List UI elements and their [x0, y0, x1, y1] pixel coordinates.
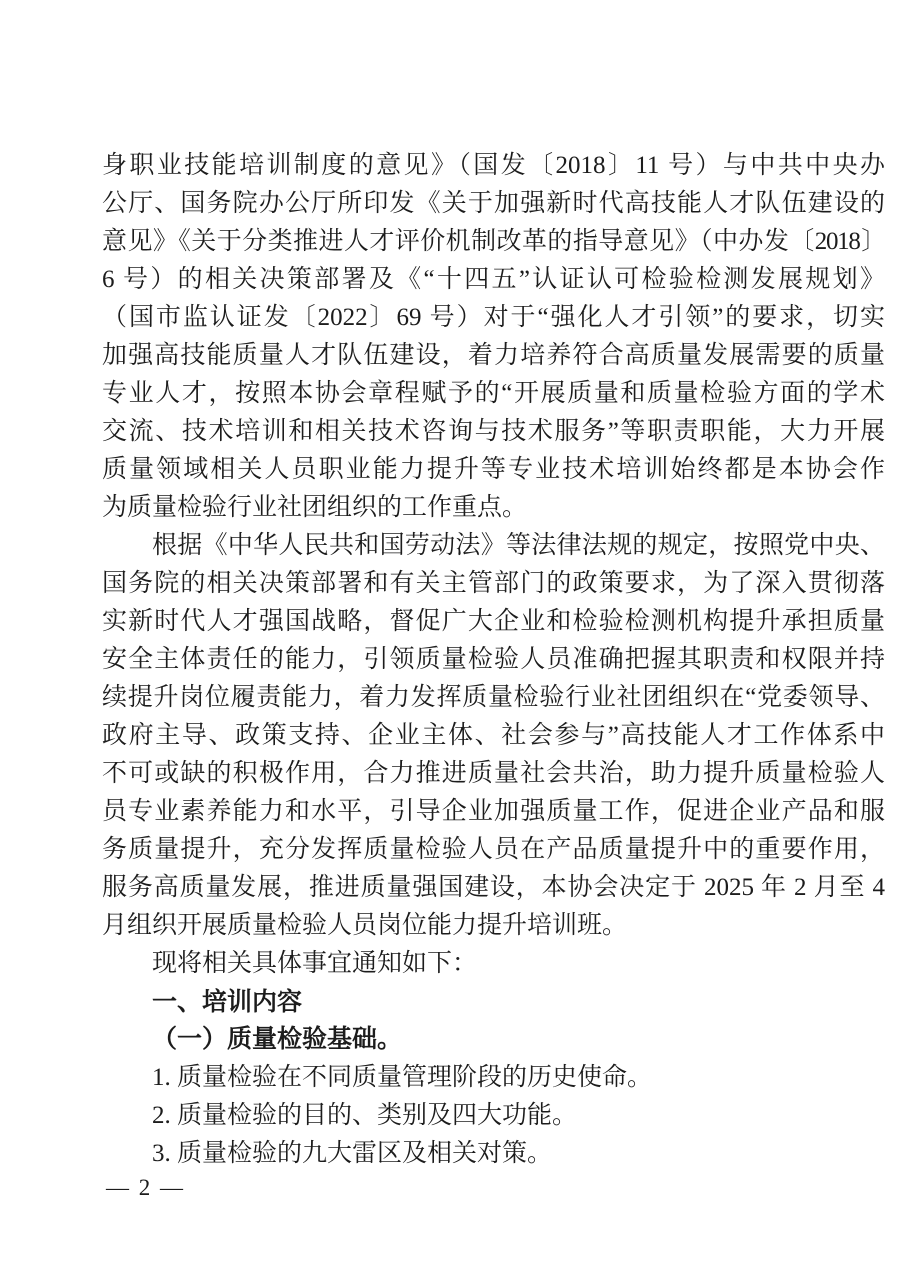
document-body — [102, 147, 885, 1173]
para1-line: 公厅、国务院办公厅所印发《关于加强新时代高技能人才队伍建设的 — [102, 190, 885, 217]
para1-line: 交流、技术培训和相关技术咨询与技术服务”等职责职能，大力开展 — [102, 418, 885, 445]
page-number: — 2 — — [106, 1175, 185, 1200]
para1-line: 身职业技能培训制度的意见》（国发〔2018〕11 号）与中共中央办 — [102, 152, 885, 179]
list-item: 2. 质量检验的目的、类别及四大功能。 — [152, 1102, 578, 1129]
para2-line: 续提升岗位履责能力，着力发挥质量检验行业社团组织在“党委领导、 — [102, 684, 885, 711]
notice-line: 现将相关具体事宜通知如下： — [152, 950, 478, 977]
section-heading: 一、培训内容 — [152, 988, 303, 1016]
para2-line: 不可或缺的积极作用，合力推进质量社会共治，助力提升质量检验人 — [102, 760, 885, 787]
para1-line: （国市监认证发〔2022〕69 号）对于“强化人才引领”的要求，切实 — [102, 304, 885, 331]
para1-line: 专业人才，按照本协会章程赋予的“开展质量和质量检验方面的学术 — [102, 380, 885, 407]
para1-line: 6 号）的相关决策部署及《“十四五”认证认可检验检测发展规划》 — [102, 266, 885, 293]
subsection-heading: （一）质量检验基础。 — [152, 1026, 403, 1053]
para2-line: 实新时代人才强国战略，督促广大企业和检验检测机构提升承担质量 — [102, 608, 885, 635]
para2-line: 务质量提升，充分发挥质量检验人员在产品质量提升中的重要作用， — [102, 836, 885, 863]
para2-line: 服务高质量发展，推进质量强国建设，本协会决定于 2025 年 2 月至 4 — [102, 874, 885, 901]
para2-line: 国务院的相关决策部署和有关主管部门的政策要求，为了深入贯彻落 — [102, 570, 885, 597]
para1-line: 加强高技能质量人才队伍建设，着力培养符合高质量发展需要的质量 — [102, 342, 885, 369]
para2-line: 月组织开展质量检验人员岗位能力提升培训班。 — [102, 912, 628, 939]
para2-line: 根据《中华人民共和国劳动法》等法律法规的规定，按照党中央、 — [152, 532, 885, 559]
para2-line: 安全主体责任的能力，引领质量检验人员准确把握其职责和权限并持 — [102, 646, 885, 673]
para1-line: 质量领域相关人员职业能力提升等专业技术培训始终都是本协会作 — [102, 456, 885, 483]
list-item: 3. 质量检验的九大雷区及相关对策。 — [152, 1140, 553, 1167]
para2-line: 政府主导、政策支持、企业主体、社会参与”高技能人才工作体系中 — [102, 722, 885, 749]
para1-line: 意见》《关于分类推进人才评价机制改革的指导意见》（中办发〔2018〕 — [102, 228, 885, 255]
para2-line: 员专业素养能力和水平，引导企业加强质量工作，促进企业产品和服 — [102, 798, 885, 825]
para1-line: 为质量检验行业社团组织的工作重点。 — [102, 494, 528, 521]
list-item: 1. 质量检验在不同质量管理阶段的历史使命。 — [152, 1064, 653, 1091]
